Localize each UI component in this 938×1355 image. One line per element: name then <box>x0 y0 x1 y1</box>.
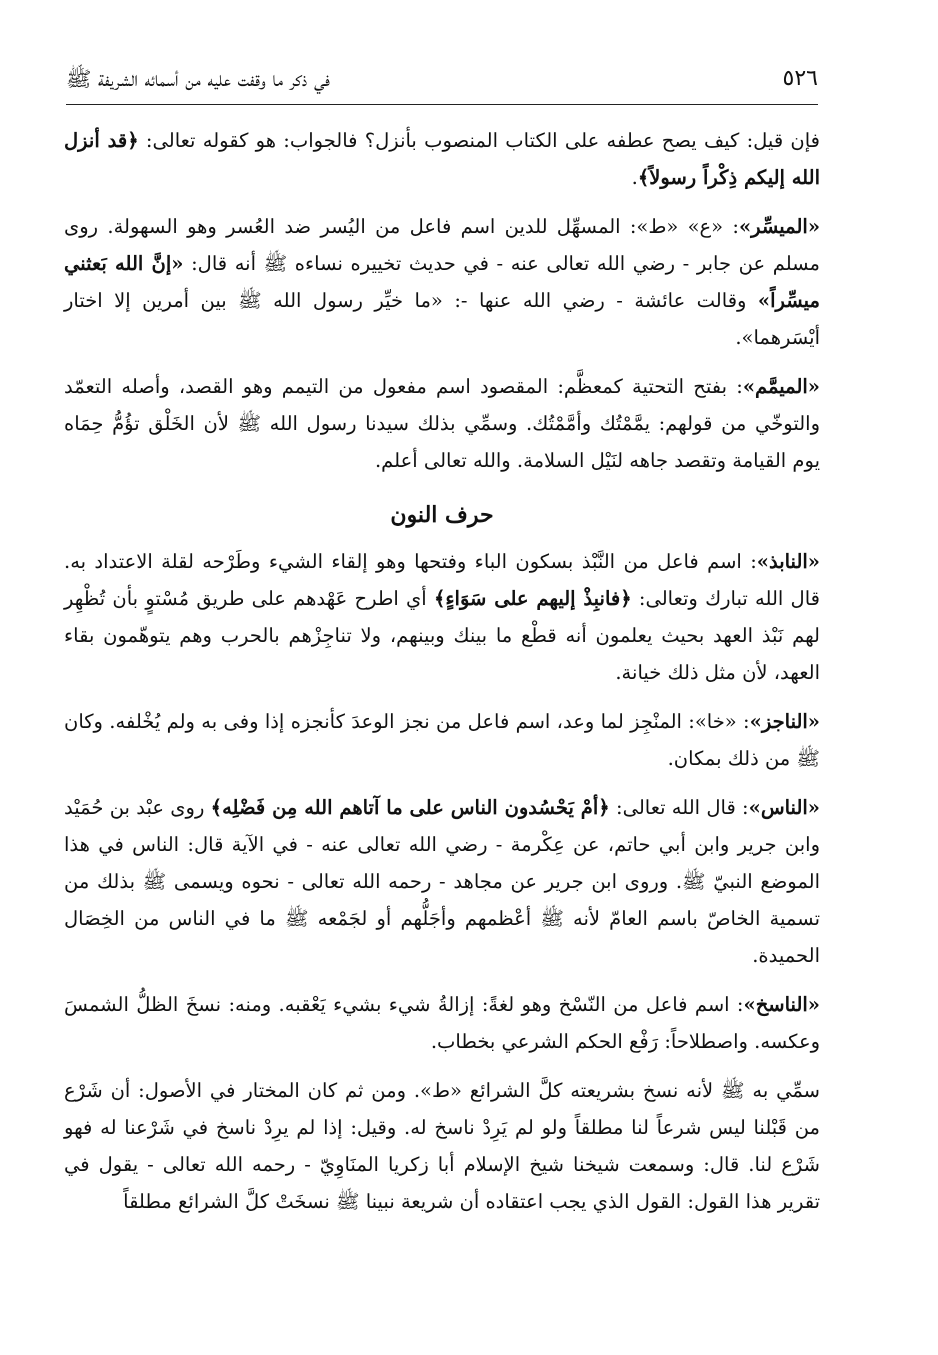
entry-term: «الناس» <box>748 796 820 819</box>
entry-al-muyammam <box>64 368 820 479</box>
quran-quote: ﴿أمْ يَحْسُدون الناس على ما آتاهم الله مِن فَضْلِه﴾ <box>210 796 610 819</box>
entry-text: : اسم فاعل من النّسْخ وهو لغةً: إزالةُ شيء بشيء يَعْقبه. ومنه: نسخَ الظلُّ الشمسَ وعكسه. واصطلاحاً: رَفْع الحكم الشرعي بخطاب. <box>64 993 820 1053</box>
entry-text: : بفتح التحتية كمعظَّم: المقصود اسم مفعول من التيمم وهو القصد، وأصله التعمّد والتوخّي من قولهم: يمَّمْتُك وأمَّمْتُك. وسمِّي بذلك سيدنا رسول الله ﷺ لأن الخَلْق تؤُمُّ حِمَاه يوم القيامة وتقصد جاهه لنَيْل السلامة. والله تعالى أعلم. <box>64 375 820 472</box>
entry-text: : اسم فاعل من النَّبْذ بسكون الباء وفتحها وهو إلقاء الشيء وطَرْحه لقلة الاعتداد به. قال الله تبارك وتعالى: <box>64 550 820 610</box>
paragraph-text: سمِّي به ﷺ لأنه نسخ بشريعته كلَّ الشرائع «ط». ومن ثم كان المختار في الأصول: أن شَرْع من قَبْلنا ليس شرعاً لنا مطلقاً ولو لم يَرِدْ ناسخ له. وقيل: إذا لم يرِدْ ناسخ في شَرْعنا له فهو شَرْع لنا. قال: وسمعت شيخنا شيخ الإسلام أبا زكريا المنَاوِيّ - رحمه الله تعالى - يقول في تقرير هذا القول: القول الذي يجب اعتقاده أن شريعة نبينا ﷺ نسخَتْ كلَّ الشرائع مطلقاً <box>64 1079 820 1213</box>
entry-term: «الناجز» <box>749 710 820 733</box>
header-divider <box>66 104 818 105</box>
entry-term: «الميسِّر» <box>738 215 820 238</box>
entry-text: : «ع» «ط»: المسهِّل للدين اسم فاعل من اليُسر ضد العُسر وهو السهولة. روى مسلم عن جابر - رضي الله تعالى عنه - في حديث تخييره نساءه ﷺ أنه قال: <box>64 215 821 275</box>
paragraph-nasikh-continued <box>64 1072 820 1220</box>
hadith-quote: «إنَّ الله بَعثني ميسِّراً» <box>64 252 820 312</box>
entry-al-muyassir <box>64 208 820 356</box>
entry-al-nasikh <box>64 986 820 1060</box>
running-title: في ذكر ما وقفت عليه من أسمائه الشريفة ﷺ <box>66 67 330 91</box>
entry-text: : «خا»: المنْجِز لما وعد، اسم فاعل من نجز الوعدَ كأنجزه إذا وفى به ولم يُخْلفه. وكان ﷺ من ذلك بمكان. <box>64 710 820 770</box>
entry-al-nabidh <box>64 543 820 691</box>
entry-al-nas <box>64 789 820 974</box>
paragraph-text: فإن قيل: كيف يصح عطفه على الكتاب المنصوب بأنزل؟ فالجواب: هو كقوله تعالى: <box>138 129 821 152</box>
entry-al-najiz <box>64 703 820 777</box>
entry-text: وقالت عائشة - رضي الله عنها -: «ما خيِّر رسول الله ﷺ بين أمرين إلا اختار أيْسَرهما». <box>64 289 820 349</box>
page-number: ٥٢٦ <box>782 66 818 91</box>
paragraph-question <box>64 122 820 196</box>
entry-text: : قال الله تعالى: <box>609 796 749 819</box>
entry-term: «الناسخ» <box>743 993 820 1016</box>
quran-quote: ﴿قد أنزل الله إليكم ذِكْراً رسولاً﴾ <box>64 129 820 189</box>
quran-quote: ﴿فانبِذْ إليهم على سَوَاءٍ﴾ <box>433 587 632 610</box>
entry-text: أي اطرح عَهْدهم على طريق مُسْتوٍ بأن تُظْهِر لهم نَبْذ العهد بحيث يعلمون أنه قطْع ما بينك وبينهم، ولا تناجِزْهم بالحرب وهم يتوهّمون بقاء العهد، لأن مثل ذلك خيانة. <box>64 587 820 684</box>
entry-term: «النابذ» <box>756 550 820 573</box>
body-text <box>64 122 820 1232</box>
section-heading: حرف النون <box>390 502 494 528</box>
paragraph-text: . <box>631 166 638 189</box>
running-header <box>66 62 818 102</box>
entry-text: روى عبْد بن حُمَيْد وابن جرير وابن أبي حاتم، عن عِكْرمة - رضي الله تعالى عنه - في الآية قال: الناس في هذا الموضع النبيّ ﷺ. وروى ابن جرير عن مجاهد - رحمه الله تعالى - نحوه ويسمى ﷺ بذلك من تسمية الخاصّ باسم العامّ لأنه ﷺ أعْظمهم وأجَلُّهم أو لجَمْعه ﷺ ما في الناس من الخِصَال الحميدة. <box>64 796 820 967</box>
entry-term: «الميمَّم» <box>742 375 820 398</box>
